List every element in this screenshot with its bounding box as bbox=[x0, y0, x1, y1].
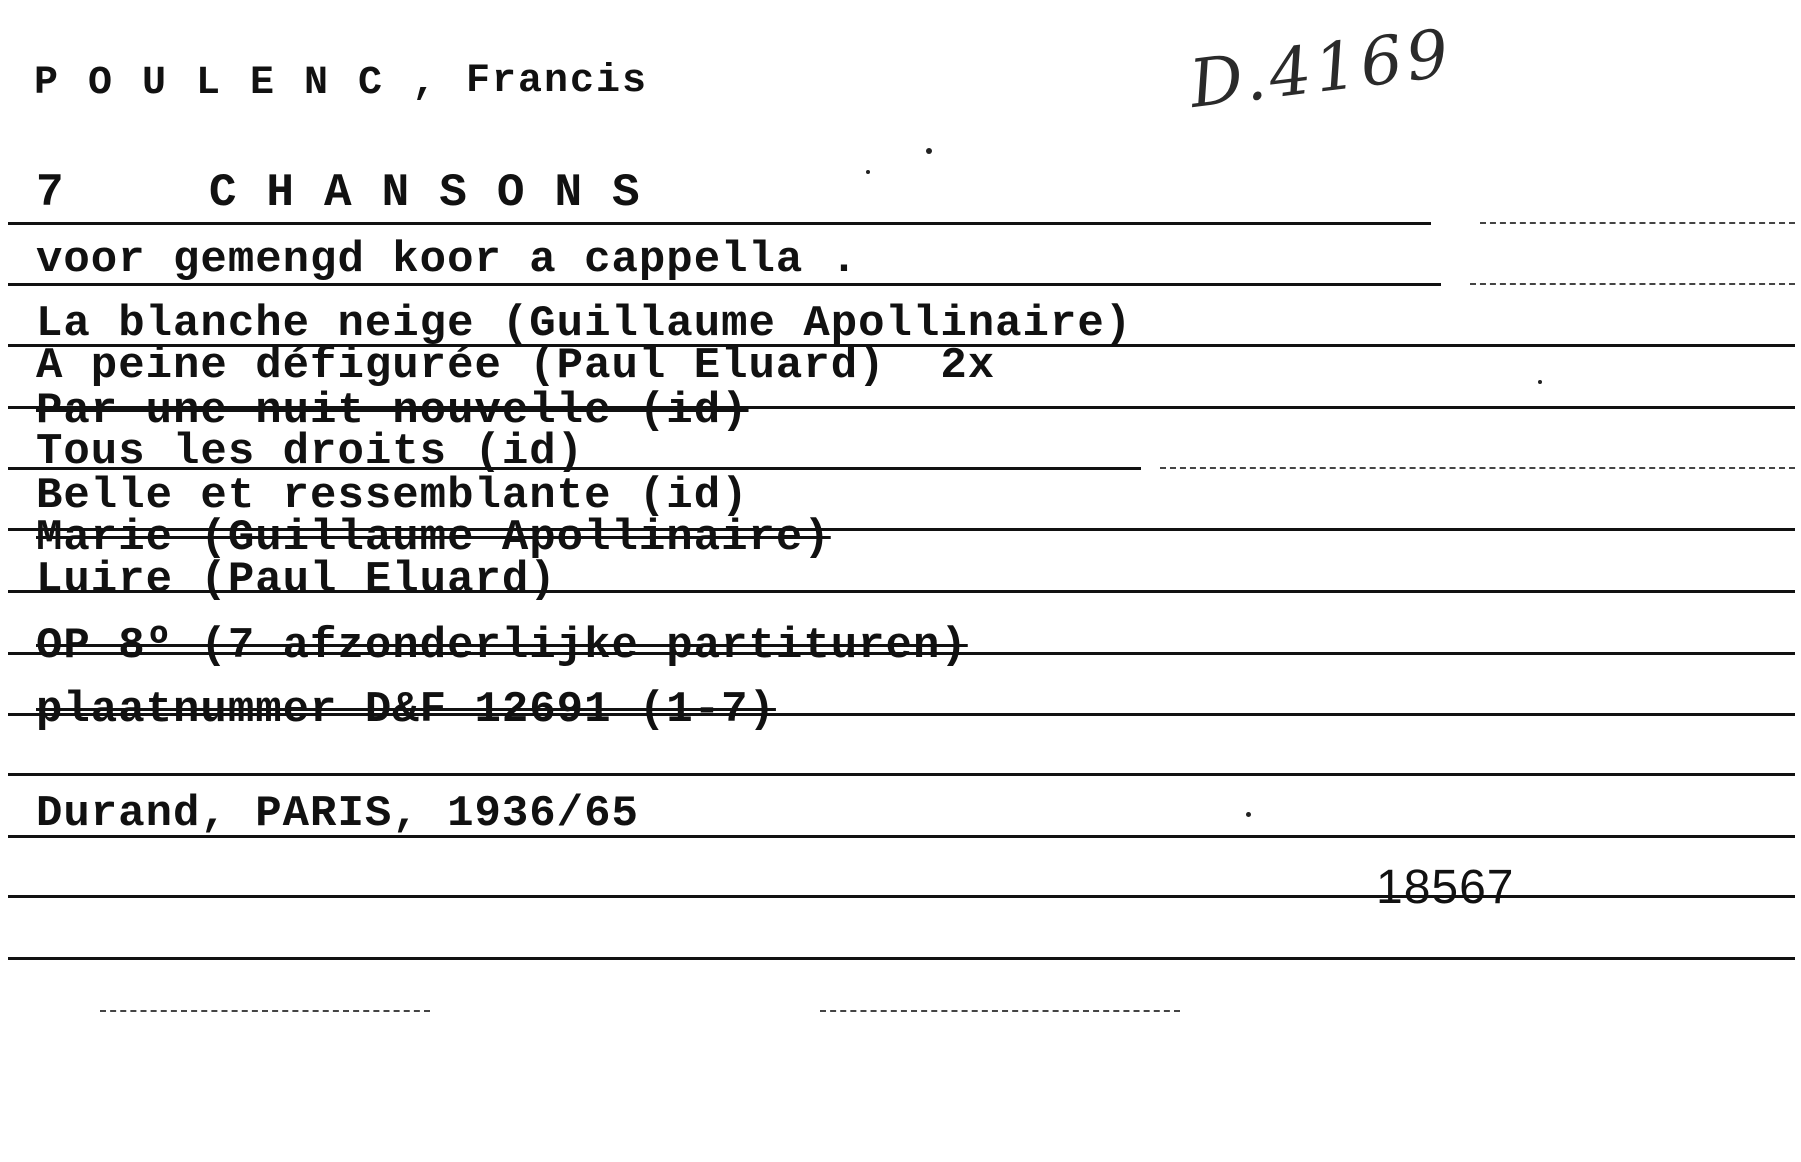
ruled-line-tail bbox=[1470, 283, 1795, 285]
work-title: 7 CHANSONS bbox=[36, 167, 670, 219]
composer-surname: POULENC, bbox=[34, 61, 467, 106]
composer-given-name: Francis bbox=[466, 59, 649, 104]
speck-mark bbox=[1246, 812, 1251, 817]
song-line: Luire (Paul Eluard) bbox=[36, 555, 557, 605]
speck-mark bbox=[926, 148, 932, 154]
song-line: A peine défigurée (Paul Eluard) 2x bbox=[36, 341, 996, 391]
song-line-struck: Marie (Guillaume Apollinaire) bbox=[36, 513, 831, 563]
speck-mark bbox=[1538, 380, 1542, 384]
ruled-line-tail bbox=[820, 1010, 1180, 1012]
ruled-line-tail bbox=[1160, 467, 1795, 469]
publisher-imprint: Durand, PARIS, 1936/65 bbox=[36, 789, 639, 839]
song-line: Tous les droits (id) bbox=[36, 427, 585, 477]
song-line: Belle et ressemblante (id) bbox=[36, 471, 749, 521]
song-line-struck: Par une nuit nouvelle (id) bbox=[36, 386, 749, 436]
shelf-mark-handwritten: D.4169 bbox=[1185, 14, 1457, 123]
song-line: La blanche neige (Guillaume Apollinaire) bbox=[36, 299, 1133, 349]
ruled-line bbox=[8, 895, 1795, 898]
ruled-line bbox=[8, 957, 1795, 960]
accession-number: 18567 bbox=[1376, 861, 1515, 914]
ruled-line bbox=[8, 773, 1795, 776]
ruled-line-tail bbox=[1480, 222, 1795, 224]
work-subtitle: voor gemengd koor a cappella . bbox=[36, 235, 859, 285]
ruled-line-tail bbox=[100, 1010, 430, 1012]
format-note: OP 8º (7 afzonderlijke partituren) bbox=[36, 621, 968, 671]
plate-number: plaatnummer D&F 12691 (1-7) bbox=[36, 685, 776, 735]
speck-mark bbox=[866, 170, 870, 174]
ruled-line bbox=[8, 222, 1431, 225]
